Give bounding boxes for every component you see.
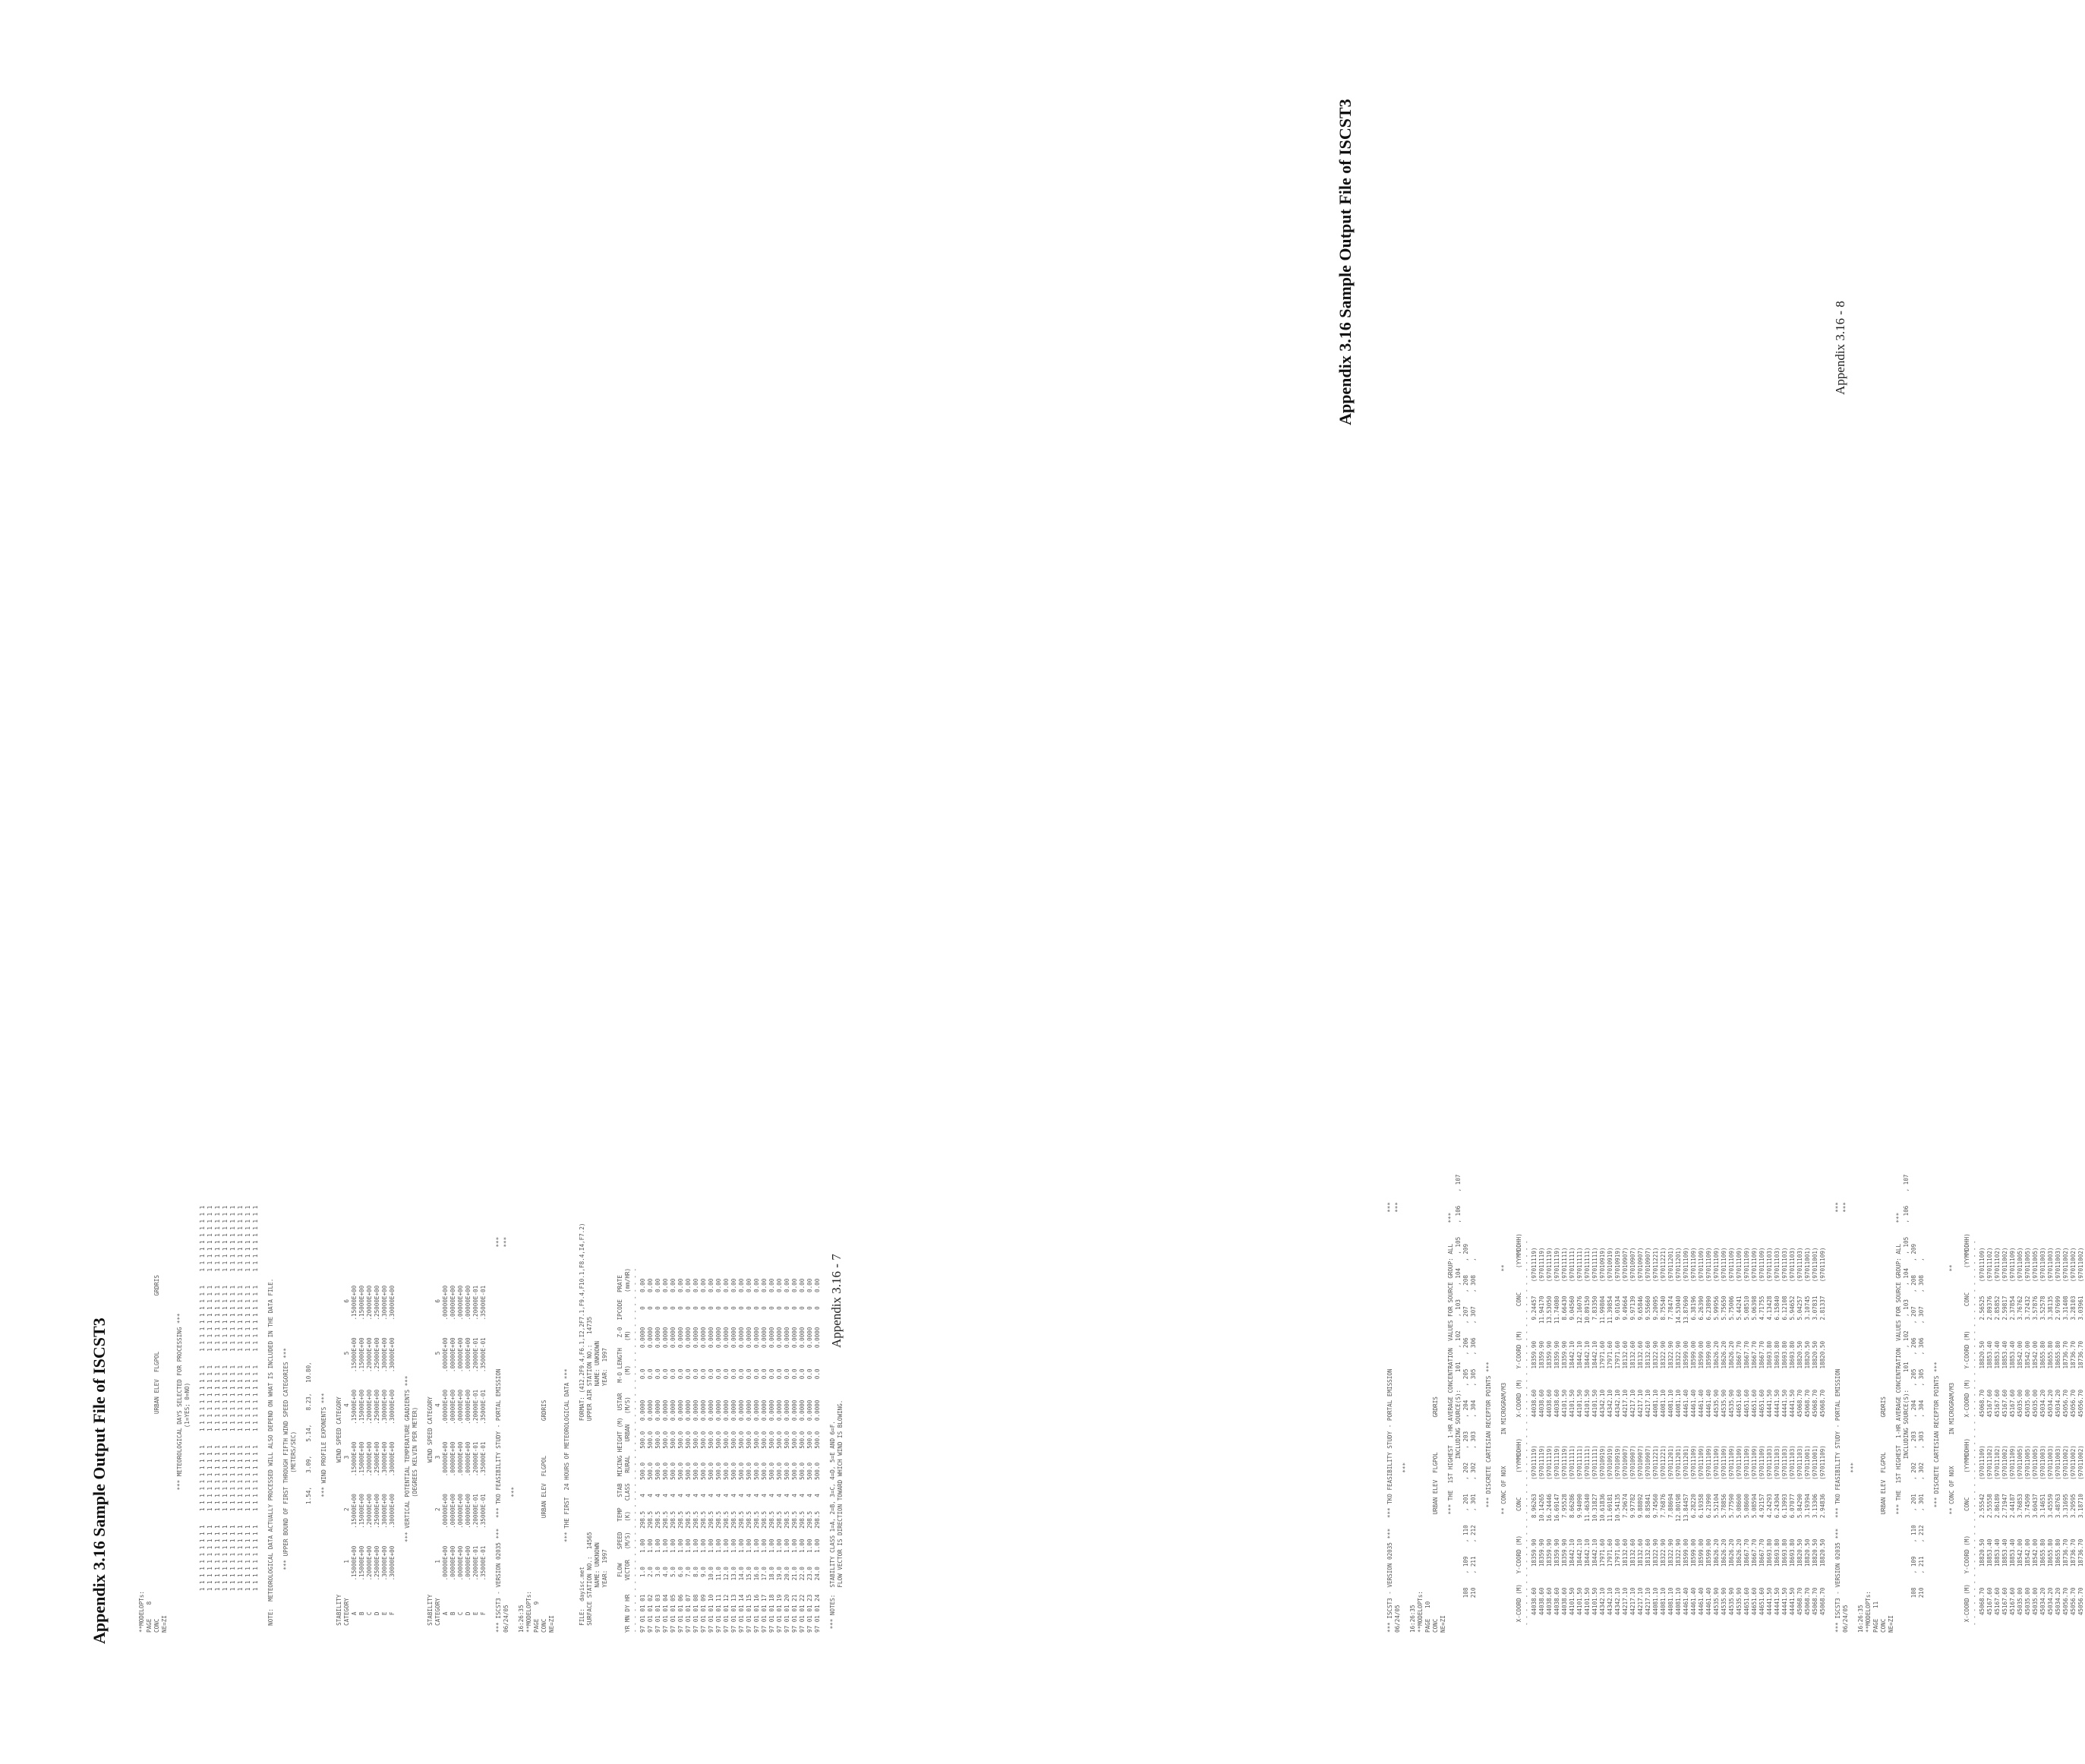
printout-line: CONC URBAN ELEV FLGPOL GRDRIS bbox=[541, 1400, 547, 1633]
printout-line: 44101.50 18442.10 10.31827 (97011111) 44101.50 18442.10 7.83350 (97011111) bbox=[1591, 1247, 1598, 1633]
printout-line: 44342.10 17971.60 10.61836 (97010919) 44342.10 17971.60 11.99804 (97010919) bbox=[1599, 1247, 1606, 1633]
printout-line: 45056.70 18736.70 3.29595 (97011002) 45056.70 18736.70 3.28103 (97011002) bbox=[2070, 1247, 2077, 1633]
printout-line: 45068.70 18820.50 5.84290 (97011103) 45068.70 18820.50 5.04257 (97011103) bbox=[1796, 1247, 1803, 1633]
printout-line: 97 01 01 05 5.0 1.00 298.5 4 500.0 500.0 0.0000 0.0 0.0000 0 0.00 bbox=[670, 1278, 677, 1633]
printout-line: 44081.10 18322.90 7.76876 (97011221) 44081.10 18322.90 8.75540 (97011221) bbox=[1660, 1247, 1667, 1633]
printout-line: *** bbox=[1402, 1462, 1408, 1633]
printout-line: 44081.10 18322.90 7.88694 (97011201) 44081.10 18322.90 7.78474 (97011201) bbox=[1667, 1247, 1674, 1633]
printout-line: 44535.90 18626.20 5.08600 (97011109) 44651.60 18667.70 5.44241 (97011109) bbox=[1736, 1247, 1743, 1633]
right-page-listing bbox=[1386, 53, 2085, 1633]
printout-line: *** DISCRETE CARTESIAN RECEPTOR POINTS *** bbox=[1933, 1362, 1940, 1633]
printout-line: FILE: dayisc.met FORMAT: (412,2F9.4,F6.1,I2,2F7.1,F9.4,F10.1,F8.4,I4,F7.2) bbox=[579, 1223, 585, 1633]
printout-line bbox=[313, 53, 320, 1633]
printout-line: ** CONC OF NOX IN MICROGRAM/M3 ** bbox=[1948, 1264, 1955, 1633]
printout-line: 45035.00 18542.00 3.74509 (97011005) 45035.00 18542.00 3.72432 (97011005) bbox=[2024, 1247, 2031, 1633]
printout-line: 97 01 01 06 6.0 1.00 298.5 4 500.0 500.0 0.0000 0.0 0.0000 0 0.00 bbox=[677, 1278, 684, 1633]
printout-line: 97 01 01 07 7.0 1.00 298.5 4 500.0 500.0 0.0000 0.0 0.0000 0 0.00 bbox=[685, 1278, 692, 1633]
printout-line: - - - - - - - - - - - - - - - - - - - - - - - - - - - - - - - - - - - - - - - - - - - - - - - - - - - - - bbox=[632, 1267, 639, 1633]
printout-line: 44461.40 18599.00 6.28220 (97011109) 44461.40 18599.00 6.38196 (97011109) bbox=[1690, 1247, 1697, 1633]
printout-line: 16:26:35 bbox=[1409, 1605, 1416, 1633]
printout-line: *** VERTICAL POTENTIAL TEMPERATURE GRADIENTS *** bbox=[404, 1375, 411, 1633]
printout-line: 45056.70 18736.70 3.31695 (97011002) 45056.70 18736.70 3.31408 (97011002) bbox=[2062, 1247, 2069, 1633]
printout-line: 97 01 01 17 17.0 1.00 298.5 4 500.0 500.0 0.0000 0.0 0.0000 0 0.00 bbox=[761, 1278, 768, 1633]
printout-line bbox=[1956, 53, 1964, 1633]
printout-line: 45068.70 18820.50 3.13306 (97011001) 45068.70 18820.50 3.07831 (97011001) bbox=[1812, 1247, 1818, 1633]
printout-line: NE=ZI bbox=[161, 1615, 168, 1633]
printout-line: 45034.20 18655.80 3.48763 (97011003) 45034.20 18655.80 2.97699 (97011003) bbox=[2055, 1247, 2061, 1633]
printout-line: 97 01 01 10 10.0 1.00 298.5 4 500.0 500.0 0.0000 0.0 0.0000 0 0.00 bbox=[708, 1278, 714, 1633]
printout-line: ** CONC OF NOX IN MICROGRAM/M3 ** bbox=[1500, 1264, 1507, 1633]
printout-line: 06/24/05 *** bbox=[1842, 1202, 1849, 1633]
printout-line bbox=[298, 53, 305, 1633]
printout-line: B .15000E+00 .15000E+00 .15000E+00 .15000E+00 .15000E+00 .15000E+00 bbox=[358, 1285, 365, 1633]
printout-line: PAGE 8 bbox=[146, 1601, 153, 1633]
printout-line: 44038.60 18359.90 16.24446 (97011119) 44038.60 18359.90 13.53050 (97011119) bbox=[1546, 1247, 1553, 1633]
printout-line: 45167.60 18853.40 2.55558 (97011102) 45167.60 18853.40 2.89376 (97011102) bbox=[1986, 1247, 1993, 1633]
printout-line: 45167.60 18853.40 2.71947 (97011002) 45167.60 18853.40 2.59817 (97011002) bbox=[2001, 1247, 2008, 1633]
printout-line: 44038.60 18359.90 16.69147 (97011119) 44038.60 18359.90 11.74080 (97011119) bbox=[1553, 1247, 1560, 1633]
printout-line: **MODELOPTs: bbox=[1417, 1591, 1424, 1633]
printout-line: *** NOTES: STABILITY CLASS 1=A, 2=B, 3=C, 4=D, 5=E AND 6=F. bbox=[829, 1421, 836, 1633]
printout-line: 97 01 01 15 15.0 1.00 298.5 4 500.0 500.0 0.0000 0.0 0.0000 0 0.00 bbox=[746, 1278, 752, 1633]
printout-line: *** bbox=[1850, 1462, 1856, 1633]
printout-line: 108 , 109 , 110 , 201 , 202 , 203 , 204 , 205 , 206 , 207 , 208 , 209 bbox=[1910, 1243, 1917, 1633]
printout-line: D .25000E+00 .25000E+00 .25000E+00 .25000E+00 .25000E+00 .25000E+00 bbox=[374, 1285, 380, 1633]
printout-line: 1 1 1 1 1 1 1 1 1 1 1 1 1 1 1 1 1 1 1 1 1 1 1 1 1 1 1 1 1 1 1 1 1 1 1 1 1 1 1 1 1 1 1 1 1 1 1 1 1 1 bbox=[199, 1205, 206, 1633]
printout-line: 44342.10 17971.60 10.54135 (97010919) 44342.10 17971.60 9.01634 (97010919) bbox=[1614, 1247, 1621, 1633]
printout-line: 97 01 01 16 16.0 1.00 298.5 4 500.0 500.0 0.0000 0.0 0.0000 0 0.00 bbox=[753, 1278, 760, 1633]
printout-line: 97 01 01 21 21.0 1.00 298.5 4 500.0 500.0 0.0000 0.0 0.0000 0 0.00 bbox=[791, 1278, 798, 1633]
printout-line: 45034.20 18655.80 3.14651 (97011003) 45034.20 18655.80 3.52578 (97011003) bbox=[2039, 1247, 2046, 1633]
printout-line bbox=[396, 53, 404, 1633]
printout-line: E .30000E+00 .30000E+00 .30000E+00 .30000E+00 .30000E+00 .30000E+00 bbox=[381, 1285, 388, 1633]
printout-line: **MODELOPTs: bbox=[1865, 1591, 1872, 1633]
printout-line: NE=ZI bbox=[1440, 1615, 1446, 1633]
printout-line: 210 , 211 , 212 , 301 , 302 , 303 , 304 , 305 , 306 , 307 , 308 , bbox=[1918, 1258, 1925, 1633]
printout-line: *** WIND PROFILE EXPONENTS *** bbox=[320, 1393, 327, 1633]
printout-line: 1 1 1 1 1 1 1 1 1 1 1 1 1 1 1 1 1 1 1 1 1 1 1 1 1 1 1 1 1 1 1 1 1 1 1 1 1 1 1 1 1 1 1 1 1 1 1 1 1 1 bbox=[229, 1205, 236, 1633]
printout-line: 44101.50 18442.10 11.46340 (97011111) 44101.50 18442.10 10.89150 (97011111) bbox=[1584, 1247, 1591, 1633]
printout-line: 97 01 01 18 18.0 1.00 298.5 4 500.0 500.0 0.0000 0.0 0.0000 0 0.00 bbox=[768, 1278, 775, 1633]
printout-line: 44461.40 18599.00 6.19358 (97011109) 44461.40 18599.00 6.26390 (97011109) bbox=[1698, 1247, 1705, 1633]
printout-line: 1 1 1 1 1 1 1 1 1 1 1 1 1 1 1 1 1 1 1 1 1 1 1 1 1 1 1 1 1 1 1 1 1 1 1 1 1 1 1 1 1 1 1 1 1 1 1 1 1 1 bbox=[252, 1205, 259, 1633]
printout-line: **MODELOPTs: bbox=[138, 1591, 145, 1633]
printout-line: 210 , 211 , 212 , 301 , 302 , 303 , 304 , 305 , 306 , 307 , 308 , bbox=[1470, 1258, 1477, 1633]
printout-line: 97 01 01 23 23.0 1.00 298.5 4 500.0 500.0 0.0000 0.0 0.0000 0 0.00 bbox=[806, 1278, 813, 1633]
printout-line: 44441.50 18693.80 6.13993 (97011103) 44441.50 18693.80 6.12108 (97011103) bbox=[1781, 1247, 1788, 1633]
printout-line: *** ISCST3 - VERSION 02035 *** *** TKO FEASIBILITY STUDY - PORTAL EMISSION *** bbox=[495, 1236, 502, 1633]
printout-line: PAGE 10 bbox=[1424, 1601, 1431, 1633]
printout-line: 97 01 01 09 9.0 1.00 298.5 4 500.0 500.0 0.0000 0.0 0.0000 0 0.00 bbox=[700, 1278, 707, 1633]
printout-line: 1 1 1 1 1 1 1 1 1 1 1 1 1 1 1 1 1 1 1 1 1 1 1 1 1 1 1 1 1 1 1 1 1 1 1 1 1 1 1 1 1 1 1 1 1 1 1 1 1 1 bbox=[207, 1205, 213, 1633]
printout-line bbox=[191, 53, 199, 1633]
printout-line bbox=[556, 53, 563, 1633]
printout-line: 97 01 01 19 19.0 1.00 298.5 4 500.0 500.0 0.0000 0.0 0.0000 0 0.00 bbox=[776, 1278, 783, 1633]
printout-line: **MODELOPTs: bbox=[525, 1591, 532, 1633]
printout-line: E .20000E-01 .20000E-01 .20000E-01 .20000E-01 .20000E-01 .20000E-01 bbox=[472, 1285, 479, 1633]
printout-line: *** THE 1ST HIGHEST 1-HR AVERAGE CONCENTRATION VALUES FOR SOURCE GROUP: ALL *** bbox=[1447, 1212, 1454, 1633]
printout-line: X-COORD (M) Y-COORD (M) CONC (YYMMDDHH) X-COORD (M) Y-COORD (M) CONC (YYMMDDHH) bbox=[1964, 1233, 1970, 1633]
printout-line: 97 01 01 01 1.0 1.00 298.5 4 500.0 500.0 0.0000 0.0 0.0000 0 0.00 bbox=[639, 1278, 646, 1633]
printout-line: NE=ZI bbox=[548, 1615, 555, 1633]
printout-line: 44651.60 18667.70 4.92157 (97011109) 44651.60 18667.70 4.71755 (97011109) bbox=[1759, 1247, 1765, 1633]
printout-line: 1 1 1 1 1 1 1 1 1 1 1 1 1 1 1 1 1 1 1 1 1 1 1 1 1 1 1 1 1 1 1 1 1 1 1 1 1 1 1 1 1 1 1 1 1 1 1 1 1 1 bbox=[214, 1205, 221, 1633]
printout-line: 44081.10 18322.90 12.80198 (97011201) 44081.10 18322.90 14.53040 (97011201) bbox=[1675, 1247, 1682, 1633]
printout-line: X-COORD (M) Y-COORD (M) CONC (YYMMDDHH) X-COORD (M) Y-COORD (M) CONC (YYMMDDHH) bbox=[1516, 1233, 1522, 1633]
printout-line: 44535.90 18626.20 5.52104 (97011109) 44535.90 18626.20 5.99956 (97011109) bbox=[1713, 1247, 1720, 1633]
printout-line: 44101.50 18442.10 9.94090 (97011111) 44101.50 18442.10 12.16076 (97011111) bbox=[1576, 1247, 1583, 1633]
printout-line bbox=[571, 53, 579, 1633]
printout-line: 45068.70 18820.50 3.19394 (97011001) 45068.70 18820.50 3.10745 (97011001) bbox=[1804, 1247, 1811, 1633]
right-page-footer: Appendix 3.16 - 8 bbox=[1833, 301, 1847, 395]
printout-line: 97 01 01 08 8.0 1.00 298.5 4 500.0 500.0 0.0000 0.0 0.0000 0 0.00 bbox=[692, 1278, 699, 1633]
printout-line: 44651.60 18667.70 5.08594 (97011109) 44651.60 18667.70 5.06398 (97011109) bbox=[1751, 1247, 1758, 1633]
printout-line: A .00000E+00 .00000E+00 .00000E+00 .00000E+00 .00000E+00 .00000E+00 bbox=[442, 1285, 449, 1633]
printout-line: 44441.50 18693.80 6.24304 (97011103) 44441.50 18693.80 6.15840 (97011103) bbox=[1774, 1247, 1781, 1633]
printout-line: 44081.10 18322.90 9.74560 (97011221) 44081.10 18322.90 9.20095 (97011221) bbox=[1652, 1247, 1659, 1633]
printout-line: 16:26:35 bbox=[1857, 1605, 1864, 1633]
printout-line: *** bbox=[510, 1486, 517, 1633]
printout-line: INCLUDING SOURCE(S): 101 , 102 , 103 , 104 , 105 , 106 , 107 bbox=[1455, 1174, 1462, 1633]
printout-line: 97 01 01 20 20.0 1.00 298.5 4 500.0 500.0 0.0000 0.0 0.0000 0 0.00 bbox=[784, 1278, 790, 1633]
printout-line: CATEGORY 1 2 3 4 5 6 bbox=[434, 1299, 441, 1633]
printout-line: *** METEOROLOGICAL DAYS SELECTED FOR PROCESSING *** bbox=[176, 1313, 183, 1633]
printout-line: 44038.60 18359.90 8.96263 (97011119) 44038.60 18359.90 9.24457 (97011119) bbox=[1531, 1247, 1538, 1633]
printout-line bbox=[1941, 53, 1948, 1633]
printout-line: 44217.10 18132.60 9.88892 (97010907) 44217.10 18132.60 9.65846 (97010907) bbox=[1637, 1247, 1644, 1633]
printout-line bbox=[609, 53, 617, 1633]
printout-line bbox=[1493, 53, 1500, 1633]
printout-line: 44038.60 18359.90 10.14265 (97011119) 44038.60 18359.90 11.94170 (97011119) bbox=[1538, 1247, 1545, 1633]
printout-line: 06/24/05 *** bbox=[1394, 1202, 1401, 1633]
printout-line: FLOW SPEED TEMP STAB MIXING HEIGHT (M) USTAR M-O LENGTH Z-0 IPCODE PRATE bbox=[617, 1275, 623, 1633]
right-page bbox=[624, 0, 2084, 1764]
printout-line: CATEGORY 1 2 3 4 5 6 bbox=[343, 1299, 350, 1633]
printout-line: YEAR: 1997 YEAR: 1997 bbox=[601, 1348, 608, 1633]
printout-line: 16:26:35 bbox=[518, 1605, 525, 1633]
printout-line: 97 01 01 14 14.0 1.00 298.5 4 500.0 500.0 0.0000 0.0 0.0000 0 0.00 bbox=[738, 1278, 745, 1633]
printout-line: 45167.60 18853.40 2.44187 (97011109) 45167.60 18853.40 2.37854 (97011109) bbox=[2009, 1247, 2016, 1633]
printout-line: 44441.50 18693.80 6.07077 (97011103) 44441.50 18693.80 5.94652 (97011103) bbox=[1789, 1247, 1796, 1633]
printout-line: PAGE 9 bbox=[533, 1601, 540, 1633]
printout-line: 97 01 01 12 12.0 1.00 298.5 4 500.0 500.0 0.0000 0.0 0.0000 0 0.00 bbox=[723, 1278, 730, 1633]
printout-line bbox=[169, 53, 176, 1633]
printout-line: NAME: UNKNOWN NAME: UNKNOWN bbox=[594, 1340, 601, 1633]
printout-line: 1 1 1 1 1 1 1 1 1 1 1 1 1 1 1 1 1 1 1 1 1 1 1 1 1 1 1 1 1 1 1 1 1 1 1 1 1 1 1 1 1 1 1 1 1 1 1 1 1 1 bbox=[222, 1205, 229, 1633]
printout-line: *** ISCST3 - VERSION 02035 *** *** TKO FEASIBILITY STUDY - PORTAL EMISSION *** bbox=[1834, 1202, 1841, 1633]
printout-line: YR MN DY HR VECTOR (M/S) (K) CLASS RURAL URBAN (M/S) (M) (M) (mm/HR) bbox=[624, 1267, 631, 1633]
printout-line bbox=[1508, 53, 1516, 1633]
printout-line: NOTE: METEOROLOGICAL DATA ACTUALLY PROCESSED WILL ALSO DEPEND ON WHAT IS INCLUDED IN THE DATA FILE. bbox=[267, 1278, 274, 1633]
printout-line: C .20000E+00 .20000E+00 .20000E+00 .20000E+00 .20000E+00 .20000E+00 bbox=[366, 1285, 373, 1633]
printout-line: *** THE FIRST 24 HOURS OF METEOROLOGICAL DATA *** bbox=[563, 1368, 570, 1633]
printout-line: INCLUDING SOURCE(S): 101 , 102 , 103 , 104 , 105 , 106 , 107 bbox=[1903, 1174, 1910, 1633]
printout-line: 44038.60 18359.90 7.95528 (97011119) 44101.50 18359.90 8.66430 (97011111) bbox=[1561, 1247, 1568, 1633]
printout-line bbox=[1827, 53, 1834, 1633]
printout-line: *** THE 1ST HIGHEST 1-HR AVERAGE CONCENTRATION VALUES FOR SOURCE GROUP: ALL *** bbox=[1895, 1212, 1902, 1633]
printout-line: 45056.70 18736.70 3.18710 (97011002) 45056.70 18736.70 3.03961 (97011002) bbox=[2077, 1247, 2084, 1633]
printout-line: C .00000E+00 .00000E+00 .00000E+00 .00000E+00 .00000E+00 .00000E+00 bbox=[457, 1285, 464, 1633]
printout-line: - - - - - - - - - - - - - - - - - - - - - - - - - - - - - - - - - - - - - - - - - - - - - - - - - - - - - - - - bbox=[1523, 1240, 1530, 1633]
left-page-footer: Appendix 3.16 - 7 bbox=[829, 1254, 844, 1348]
printout-line: 45068.70 18820.50 2.94836 (97011109) 45068.70 18820.50 2.81337 (97011109) bbox=[1819, 1247, 1826, 1633]
printout-line: NE=ZI bbox=[1888, 1615, 1894, 1633]
printout-line: 45035.00 18542.00 3.60437 (97011005) 45035.00 18542.00 3.57876 (97011005) bbox=[2032, 1247, 2039, 1633]
printout-line: 45035.00 18542.00 3.76853 (97011005) 45035.00 18542.00 3.76762 (97011005) bbox=[2017, 1247, 2023, 1633]
printout-line: 44342.10 17971.60 11.69181 (97010919) 44342.10 17971.60 11.39854 (97010919) bbox=[1607, 1247, 1613, 1633]
printout-line: 44461.40 18599.00 13.84457 (97011201) 44461.40 18599.00 13.87690 (97011109) bbox=[1683, 1247, 1689, 1633]
left-page-heading: Appendix 3.16 Sample Output File of ISCST3 bbox=[90, 1317, 109, 1644]
printout-line: 44101.50 18442.10 8.66286 (97011111) 44101.50 18442.10 9.04560 (97011111) bbox=[1569, 1247, 1576, 1633]
printout-line bbox=[328, 53, 336, 1633]
printout-line: F .30000E+00 .30000E+00 .30000E+00 .30000E+00 .30000E+00 .30000E+00 bbox=[389, 1285, 396, 1633]
printout-line: CONC URBAN ELEV FLGPOL GRDRIS bbox=[1880, 1396, 1887, 1633]
printout-line: 97 01 01 13 13.0 1.00 298.5 4 500.0 500.0 0.0000 0.0 0.0000 0 0.00 bbox=[730, 1278, 737, 1633]
printout-line bbox=[487, 53, 495, 1633]
printout-line: CONC URBAN ELEV FLGPOL GRDRIS bbox=[1432, 1396, 1439, 1633]
printout-line: 44217.10 18132.60 7.29674 (97010907) 44217.10 18132.60 9.49664 (97010907) bbox=[1622, 1247, 1629, 1633]
printout-line: *** UPPER BOUND OF FIRST THROUGH FIFTH WIND SPEED CATEGORIES *** bbox=[282, 1348, 289, 1633]
printout-line: - - - - - - - - - - - - - - - - - - - - - - - - - - - - - - - - - - - - - - - - - - - - - - - - - - - - - - - - bbox=[1971, 1240, 1978, 1633]
printout-line: STABILITY WIND SPEED CATEGORY bbox=[336, 1396, 342, 1633]
printout-line: 108 , 109 , 110 , 201 , 202 , 203 , 204 , 205 , 206 , 207 , 208 , 209 bbox=[1462, 1243, 1469, 1633]
printout-line: D .00000E+00 .00000E+00 .00000E+00 .00000E+00 .00000E+00 .00000E+00 bbox=[465, 1285, 472, 1633]
printout-line: 97 01 01 24 24.0 1.00 298.5 4 500.0 500.0 0.0000 0.0 0.0000 0 0.00 bbox=[814, 1278, 821, 1633]
printout-line bbox=[419, 53, 427, 1633]
printout-line: 1 1 1 1 1 1 1 1 1 1 1 1 1 1 1 1 1 1 1 1 1 1 1 1 1 1 1 1 1 1 1 1 1 1 1 1 1 1 1 1 1 1 1 1 1 1 1 1 1 1 bbox=[237, 1205, 244, 1633]
printout-line: 1.54, 3.09, 5.14, 8.23, 10.80, bbox=[305, 1362, 312, 1633]
right-page-heading: Appendix 3.16 Sample Output File of ISCST3 bbox=[1336, 99, 1355, 425]
printout-line: 44217.10 18132.60 8.85841 (97010907) 44217.10 18132.60 9.55660 (97010907) bbox=[1645, 1247, 1651, 1633]
printout-line: F .35000E-01 .35000E-01 .35000E-01 .35000E-01 .35000E-01 .35000E-01 bbox=[480, 1285, 487, 1633]
printout-line: (METERS/SEC) bbox=[290, 1431, 297, 1633]
printout-line: FLOW VECTOR IS DIRECTION TOWARD WHICH WIND IS BLOWING. bbox=[837, 1400, 844, 1633]
printout-line: *** DISCRETE CARTESIAN RECEPTOR POINTS *** bbox=[1485, 1362, 1492, 1633]
printout-line: STABILITY WIND SPEED CATEGORY bbox=[427, 1396, 434, 1633]
left-page bbox=[0, 0, 844, 1764]
printout-line: 44217.10 18132.60 9.97782 (97010907) 44217.10 18132.60 9.97139 (97010907) bbox=[1629, 1247, 1636, 1633]
printout-line: CONC URBAN ELEV FLGPOL GRDRIS bbox=[153, 1275, 160, 1633]
printout-line bbox=[1926, 53, 1933, 1633]
printout-line: 44535.90 18626.20 5.78856 (97011109) 44535.90 18626.20 5.75650 (97011109) bbox=[1721, 1247, 1727, 1633]
printout-line: (DEGREES KELVIN PER METER) bbox=[412, 1406, 418, 1633]
printout-line: 44535.90 18626.20 5.77590 (97011109) 44535.90 18626.20 5.75006 (97011109) bbox=[1728, 1247, 1735, 1633]
printout-line: 97 01 01 11 11.0 1.00 298.5 4 500.0 500.0 0.0000 0.0 0.0000 0 0.00 bbox=[715, 1278, 722, 1633]
printout-line: 1 1 1 1 1 1 1 1 1 1 1 1 1 1 1 1 1 1 1 1 1 1 1 1 1 1 1 1 1 1 1 1 1 1 1 1 1 1 1 1 1 1 1 1 1 1 1 1 1 1 bbox=[244, 1205, 251, 1633]
printout-line: SURFACE STATION NO.: 14565 UPPER AIR STATION NO.: 14735 bbox=[586, 1316, 593, 1633]
printout-line: 97 01 01 04 4.0 1.00 298.5 4 500.0 500.0 0.0000 0.0 0.0000 0 0.00 bbox=[662, 1278, 669, 1633]
printout-line: 45034.20 18655.80 3.45559 (97011003) 45034.20 18655.80 3.38135 (97011003) bbox=[2047, 1247, 2054, 1633]
printout-line bbox=[275, 53, 282, 1633]
printout-line: 44651.60 18667.70 5.08600 (97011109) 44651.60 18667.70 5.08510 (97011109) bbox=[1743, 1247, 1750, 1633]
printout-line: A .15000E+00 .15000E+00 .15000E+00 .15000E+00 .15000E+00 .15000E+00 bbox=[351, 1285, 358, 1633]
printout-line bbox=[260, 53, 267, 1633]
printout-line: 45068.70 18820.50 2.55542 (97011109) 45068.70 18820.50 2.56525 (97011109) bbox=[1979, 1247, 1986, 1633]
printout-line: 97 01 01 02 2.0 1.00 298.5 4 500.0 500.0 0.0000 0.0 0.0000 0 0.00 bbox=[647, 1278, 654, 1633]
printout-line: 44441.50 18693.80 4.24293 (97011103) 44441.50 18693.80 4.13428 (97011103) bbox=[1766, 1247, 1773, 1633]
printout-line bbox=[1478, 53, 1485, 1633]
printout-line: 97 01 01 03 3.0 1.00 298.5 4 500.0 500.0 0.0000 0.0 0.0000 0 0.00 bbox=[655, 1278, 661, 1633]
printout-line: (1=YES; 0=NO) bbox=[184, 1382, 191, 1633]
printout-line: 06/24/05 *** bbox=[503, 1236, 509, 1633]
printout-line: 45167.60 18853.40 2.86189 (97011102) 45167.60 18853.40 2.85852 (97011102) bbox=[1994, 1247, 2001, 1633]
printout-line: B .00000E+00 .00000E+00 .00000E+00 .00000E+00 .00000E+00 .00000E+00 bbox=[449, 1285, 456, 1633]
printout-line: PAGE 11 bbox=[1872, 1601, 1879, 1633]
printout-line: 97 01 01 22 22.0 1.00 298.5 4 500.0 500.0 0.0000 0.0 0.0000 0 0.00 bbox=[799, 1278, 806, 1633]
printout-line: *** ISCST3 - VERSION 02035 *** *** TKO FEASIBILITY STUDY - PORTAL EMISSION *** bbox=[1386, 1202, 1393, 1633]
printout-line: 44461.40 18599.00 6.21990 (97011109) 44461.40 18599.00 6.23890 (97011109) bbox=[1705, 1247, 1712, 1633]
